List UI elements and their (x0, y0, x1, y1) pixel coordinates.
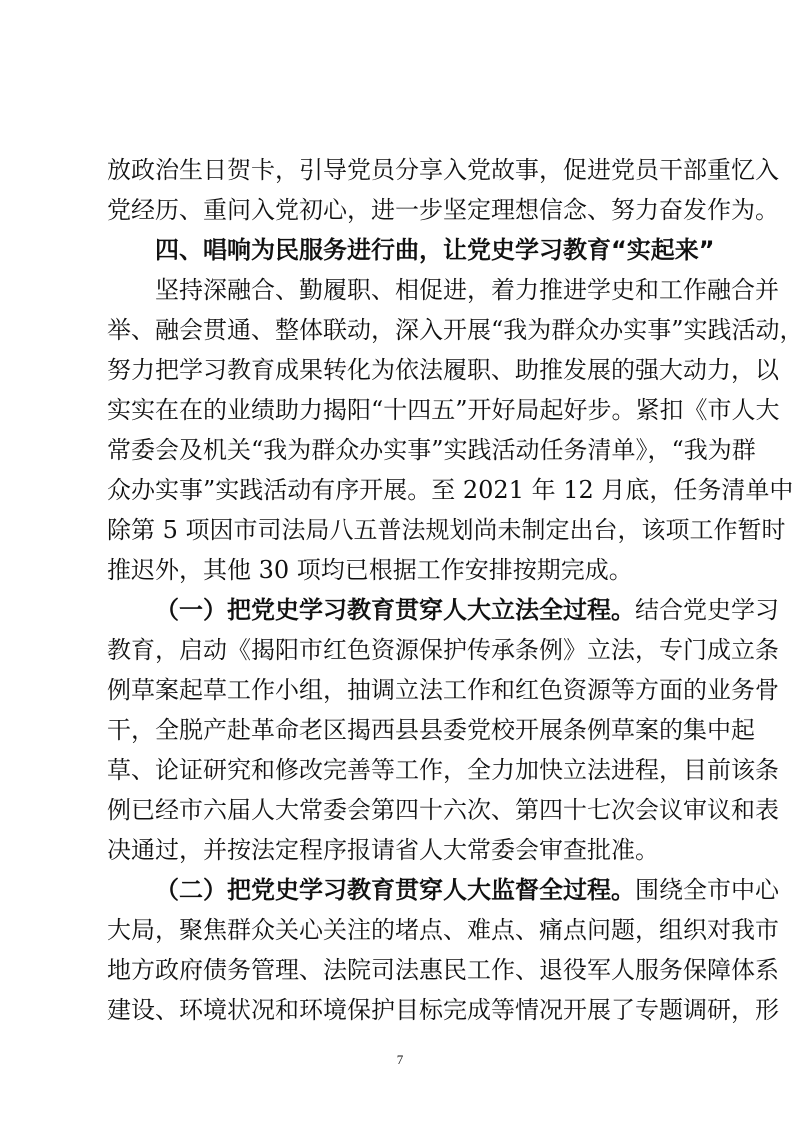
text-line: 坚持深融合、勤履职、相促进，着力推进学史和工作融合并 (155, 276, 779, 304)
text-line: 常委会及机关“我为群众办实事”实践活动任务清单》，“我为群 (107, 436, 756, 464)
text-line: 实实在在的业绩助力揭阳“十四五”开好局起好步。紧扣《市人大 (107, 396, 780, 424)
text-line: 众办实事”实践活动有序开展。至 2021 年 12 月底，任务清单中 (107, 476, 794, 504)
text-line: 教育，启动《揭阳市红色资源保护传承条例》立法，专门成立条 (107, 636, 779, 664)
text-line: 决通过，并按法定程序报请省人大常委会审查批准。 (107, 836, 659, 864)
subsection-heading: （二）把党史学习教育贯穿人大监督全过程。 (155, 876, 635, 904)
text-line: 例已经市六届人大常委会第四十六次、第四十七次会议审议和表 (107, 796, 779, 824)
text-line: 党经历、重问入党初心，进一步坚定理想信念、努力奋发作为。 (107, 196, 779, 224)
text-line: 放政治生日贺卡，引导党员分享入党故事，促进党员干部重忆入 (107, 156, 779, 184)
text-run: 结合党史学习 (635, 596, 779, 624)
text-line: 干，全脱产赴革命老区揭西县县委党校开展条例草案的集中起 (107, 716, 755, 744)
paragraph-first-line (155, 870, 779, 910)
text-line: 大局，聚焦群众关心关注的堵点、难点、痛点问题，组织对我市 (107, 916, 779, 944)
text-line: 建设、环境状况和环境保护目标完成等情况开展了专题调研，形 (107, 996, 779, 1024)
text-line: 草、论证研究和修改完善等工作，全力加快立法进程，目前该条 (107, 756, 779, 784)
text-line: 推迟外，其他 30 项均已根据工作安排按期完成。 (107, 556, 633, 584)
subsection-heading: （一）把党史学习教育贯穿人大立法全过程。 (155, 596, 635, 624)
text-line: 努力把学习教育成果转化为依法履职、助推发展的强大动力，以 (107, 356, 779, 384)
section-heading: 四、唱响为民服务进行曲，让党史学习教育“实起来” (155, 236, 715, 264)
text-line: 例草案起草工作小组，抽调立法工作和红色资源等方面的业务骨 (107, 676, 779, 704)
page-number: 7 (396, 1052, 404, 1067)
text-line: 举、融会贯通、整体联动，深入开展“我为群众办实事”实践活动， (107, 316, 804, 344)
text-line: 地方政府债务管理、法院司法惠民工作、退役军人服务保障体系 (107, 956, 779, 984)
text-line: 除第 5 项因市司法局八五普法规划尚未制定出台，该项工作暂时 (107, 516, 786, 544)
paragraph-first-line (155, 590, 779, 630)
text-run: 围绕全市中心 (635, 876, 779, 904)
